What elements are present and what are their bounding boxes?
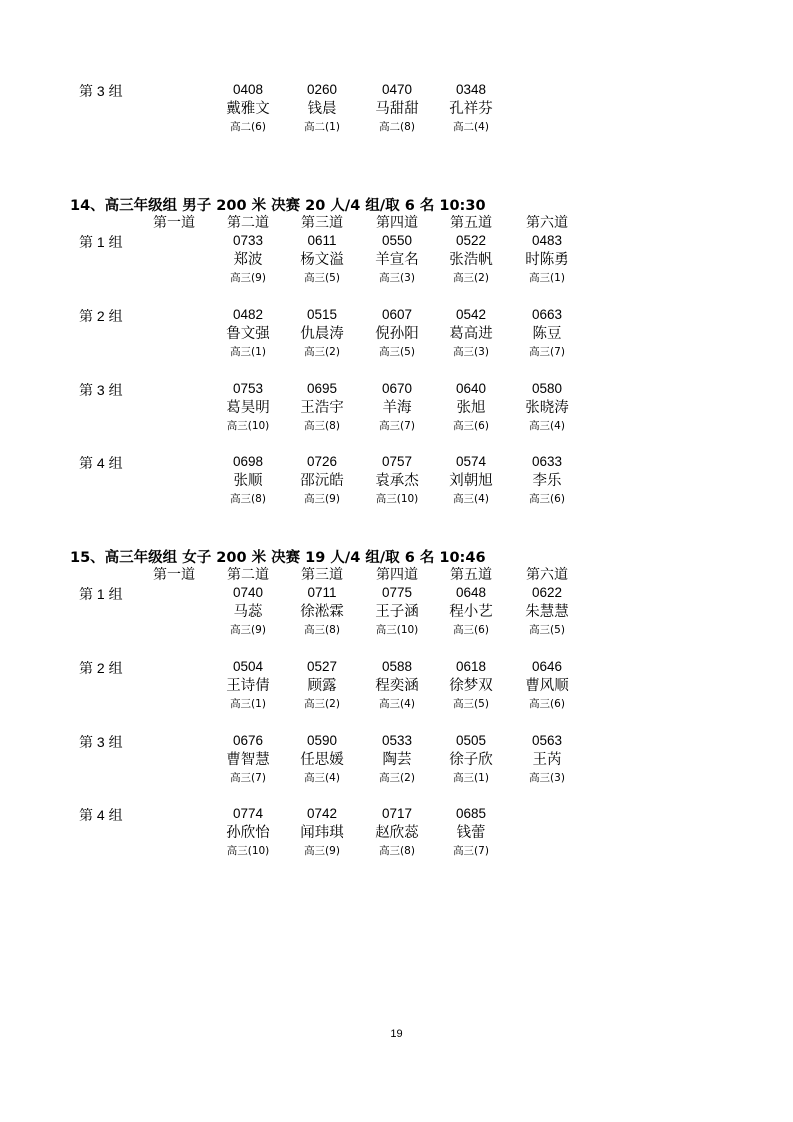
athlete-class: 高二(8) — [379, 121, 415, 133]
athlete-number: 0260 — [306, 82, 338, 97]
athlete-number: 0483 — [531, 233, 563, 248]
athlete-number: 0717 — [381, 806, 413, 821]
lane-header: 第二道 — [227, 567, 269, 583]
athlete-number: 0574 — [455, 454, 487, 469]
athlete-name: 邵沅皓 — [300, 473, 344, 489]
athlete-number: 0648 — [455, 585, 487, 600]
athlete-class: 高三(7) — [453, 845, 489, 857]
athlete-class: 高三(5) — [304, 272, 340, 284]
athlete-entry — [285, 584, 359, 638]
athlete-entry — [360, 658, 434, 712]
athlete-name: 朱慧慧 — [525, 604, 569, 620]
athlete-number: 0698 — [232, 454, 264, 469]
heat-label: 第 3 组 — [79, 83, 123, 99]
athlete-class: 高三(4) — [453, 493, 489, 505]
heat-group — [0, 81, 793, 141]
athlete-entry — [211, 732, 285, 786]
athlete-class: 高三(9) — [304, 493, 340, 505]
athlete-name: 鲁文强 — [226, 326, 270, 342]
athlete-name: 王子涵 — [375, 604, 419, 620]
athlete-entry — [434, 306, 508, 360]
lane-header: 第六道 — [526, 567, 568, 583]
athlete-class: 高三(1) — [529, 272, 565, 284]
athlete-number: 0522 — [455, 233, 487, 248]
athlete-name: 赵欣蕊 — [375, 825, 419, 841]
athlete-class: 高三(8) — [304, 624, 340, 636]
athlete-name: 李乐 — [532, 473, 562, 489]
athlete-name: 钱蕾 — [456, 825, 486, 841]
lane-header: 第四道 — [376, 567, 418, 583]
athlete-entry — [434, 380, 508, 434]
athlete-class: 高三(4) — [304, 772, 340, 784]
lane-header: 第一道 — [153, 215, 195, 231]
athlete-entry — [285, 658, 359, 712]
athlete-entry — [211, 232, 285, 286]
athlete-class: 高三(8) — [304, 420, 340, 432]
athlete-entry — [285, 81, 359, 135]
athlete-entry — [510, 306, 584, 360]
athlete-class: 高三(6) — [529, 698, 565, 710]
athlete-entry — [434, 232, 508, 286]
athlete-entry — [285, 805, 359, 859]
athlete-number: 0775 — [381, 585, 413, 600]
athlete-number: 0590 — [306, 733, 338, 748]
athlete-class: 高三(3) — [453, 346, 489, 358]
athlete-number: 0542 — [455, 307, 487, 322]
athlete-class: 高三(7) — [230, 772, 266, 784]
athlete-name: 张顺 — [233, 473, 263, 489]
athlete-entry — [211, 81, 285, 135]
athlete-class: 高三(2) — [453, 272, 489, 284]
athlete-number: 0640 — [455, 381, 487, 396]
athlete-name: 王浩宇 — [300, 400, 344, 416]
athlete-name: 王芮 — [532, 752, 562, 768]
athlete-name: 仇晨涛 — [300, 326, 344, 342]
athlete-class: 高三(9) — [304, 845, 340, 857]
athlete-name: 郑波 — [233, 252, 263, 268]
athlete-class: 高三(9) — [230, 624, 266, 636]
athlete-entry — [285, 232, 359, 286]
heat-group — [0, 306, 793, 366]
athlete-name: 曹智慧 — [226, 752, 270, 768]
athlete-number: 0348 — [455, 82, 487, 97]
event-title: 14、高三年级组 男子 200 米 决赛 20 人/4 组/取 6 名 10:30 — [70, 198, 486, 214]
athlete-class: 高三(5) — [529, 624, 565, 636]
athlete-number: 0622 — [531, 585, 563, 600]
athlete-class: 高三(4) — [379, 698, 415, 710]
athlete-class: 高三(2) — [304, 346, 340, 358]
athlete-number: 0633 — [531, 454, 563, 469]
heat-label: 第 1 组 — [79, 586, 123, 602]
athlete-entry — [360, 306, 434, 360]
athlete-entry — [510, 232, 584, 286]
athlete-class: 高三(8) — [379, 845, 415, 857]
athlete-name: 葛昊明 — [226, 400, 270, 416]
athlete-entry — [360, 584, 434, 638]
athlete-name: 葛高进 — [449, 326, 493, 342]
athlete-name: 马甜甜 — [375, 101, 419, 117]
event-title: 15、高三年级组 女子 200 米 决赛 19 人/4 组/取 6 名 10:46 — [70, 550, 486, 566]
lane-header: 第三道 — [301, 215, 343, 231]
athlete-entry — [510, 732, 584, 786]
athlete-entry — [211, 453, 285, 507]
athlete-number: 0742 — [306, 806, 338, 821]
athlete-number: 0753 — [232, 381, 264, 396]
lane-header: 第五道 — [450, 567, 492, 583]
athlete-name: 马蕊 — [233, 604, 263, 620]
athlete-name: 张旭 — [456, 400, 486, 416]
heat-label: 第 2 组 — [79, 308, 123, 324]
athlete-number: 0482 — [232, 307, 264, 322]
athlete-class: 高三(6) — [529, 493, 565, 505]
athlete-number: 0588 — [381, 659, 413, 674]
athlete-number: 0550 — [381, 233, 413, 248]
athlete-class: 高三(2) — [379, 772, 415, 784]
athlete-entry — [360, 732, 434, 786]
athlete-class: 高三(10) — [226, 845, 270, 857]
athlete-entry — [510, 584, 584, 638]
athlete-class: 高三(7) — [529, 346, 565, 358]
athlete-class: 高三(9) — [230, 272, 266, 284]
athlete-class: 高三(7) — [379, 420, 415, 432]
athlete-name: 曹风顺 — [525, 678, 569, 694]
athlete-entry — [285, 380, 359, 434]
heat-group — [0, 380, 793, 440]
athlete-number: 0504 — [232, 659, 264, 674]
athlete-number: 0563 — [531, 733, 563, 748]
athlete-class: 高三(10) — [375, 493, 419, 505]
athlete-class: 高三(8) — [230, 493, 266, 505]
athlete-class: 高三(10) — [375, 624, 419, 636]
athlete-name: 戴雅文 — [226, 101, 270, 117]
athlete-number: 0515 — [306, 307, 338, 322]
athlete-name: 张晓涛 — [525, 400, 569, 416]
athlete-number: 0505 — [455, 733, 487, 748]
athlete-name: 孔祥芬 — [449, 101, 493, 117]
athlete-class: 高二(6) — [230, 121, 266, 133]
athlete-class: 高二(4) — [453, 121, 489, 133]
athlete-class: 高二(1) — [304, 121, 340, 133]
heat-label: 第 3 组 — [79, 734, 123, 750]
athlete-name: 孙欣怡 — [226, 825, 270, 841]
athlete-number: 0711 — [307, 585, 337, 600]
athlete-class: 高三(1) — [230, 346, 266, 358]
athlete-entry — [360, 81, 434, 135]
athlete-name: 倪孙阳 — [375, 326, 419, 342]
athlete-entry — [285, 306, 359, 360]
athlete-name: 程小艺 — [449, 604, 493, 620]
athlete-entry — [434, 453, 508, 507]
athlete-entry — [285, 732, 359, 786]
heat-label: 第 2 组 — [79, 660, 123, 676]
athlete-entry — [510, 453, 584, 507]
athlete-class: 高三(4) — [529, 420, 565, 432]
athlete-number: 0676 — [232, 733, 264, 748]
athlete-number: 0774 — [232, 806, 264, 821]
heat-label: 第 4 组 — [79, 455, 123, 471]
lane-header: 第四道 — [376, 215, 418, 231]
lane-header-row — [0, 564, 793, 582]
athlete-number: 0408 — [232, 82, 264, 97]
athlete-class: 高三(10) — [226, 420, 270, 432]
athlete-class: 高三(5) — [453, 698, 489, 710]
athlete-name: 王诗倩 — [226, 678, 270, 694]
athlete-name: 钱晨 — [307, 101, 337, 117]
heat-group — [0, 732, 793, 792]
athlete-name: 袁承杰 — [375, 473, 419, 489]
heat-label: 第 3 组 — [79, 382, 123, 398]
athlete-number: 0685 — [455, 806, 487, 821]
page-number: 19 — [390, 1028, 403, 1040]
athlete-number: 0733 — [232, 233, 264, 248]
athlete-class: 高三(3) — [379, 272, 415, 284]
heat-group — [0, 453, 793, 513]
athlete-entry — [510, 658, 584, 712]
lane-header: 第二道 — [227, 215, 269, 231]
heat-label: 第 4 组 — [79, 807, 123, 823]
heat-group — [0, 232, 793, 292]
athlete-name: 羊海 — [382, 400, 412, 416]
athlete-class: 高三(5) — [379, 346, 415, 358]
athlete-name: 顾露 — [307, 678, 337, 694]
athlete-number: 0527 — [306, 659, 338, 674]
athlete-name: 程奕涵 — [375, 678, 419, 694]
athlete-entry — [211, 805, 285, 859]
lane-header: 第五道 — [450, 215, 492, 231]
athlete-number: 0646 — [531, 659, 563, 674]
athlete-entry — [211, 306, 285, 360]
heat-label: 第 1 组 — [79, 234, 123, 250]
athlete-entry — [211, 584, 285, 638]
athlete-name: 徐梦双 — [449, 678, 493, 694]
athlete-name: 张浩帆 — [449, 252, 493, 268]
athlete-number: 0726 — [306, 454, 338, 469]
athlete-number: 0757 — [381, 454, 413, 469]
athlete-class: 高三(6) — [453, 420, 489, 432]
lane-header: 第三道 — [301, 567, 343, 583]
heat-group — [0, 805, 793, 865]
athlete-entry — [360, 453, 434, 507]
athlete-name: 陈豆 — [532, 326, 562, 342]
athlete-number: 0533 — [381, 733, 413, 748]
athlete-entry — [360, 380, 434, 434]
athlete-entry — [434, 658, 508, 712]
lane-header-row — [0, 212, 793, 230]
athlete-number: 0695 — [306, 381, 338, 396]
athlete-number: 0607 — [381, 307, 413, 322]
athlete-entry — [434, 805, 508, 859]
athlete-number: 0611 — [307, 233, 337, 248]
athlete-number: 0740 — [232, 585, 264, 600]
heat-group — [0, 658, 793, 718]
heat-group — [0, 584, 793, 644]
athlete-name: 羊宣名 — [375, 252, 419, 268]
athlete-entry — [360, 805, 434, 859]
athlete-class: 高三(1) — [453, 772, 489, 784]
athlete-number: 0470 — [381, 82, 413, 97]
athlete-number: 0663 — [531, 307, 563, 322]
athlete-class: 高三(3) — [529, 772, 565, 784]
athlete-number: 0618 — [455, 659, 487, 674]
athlete-entry — [211, 380, 285, 434]
athlete-number: 0670 — [381, 381, 413, 396]
athlete-entry — [434, 584, 508, 638]
athlete-name: 时陈勇 — [525, 252, 569, 268]
athlete-name: 陶芸 — [382, 752, 412, 768]
athlete-entry — [211, 658, 285, 712]
athlete-name: 徐淞霖 — [300, 604, 344, 620]
athlete-class: 高三(6) — [453, 624, 489, 636]
athlete-name: 杨文溢 — [300, 252, 344, 268]
athlete-class: 高三(1) — [230, 698, 266, 710]
athlete-entry — [285, 453, 359, 507]
athlete-name: 闻玮琪 — [300, 825, 344, 841]
lane-header: 第一道 — [153, 567, 195, 583]
athlete-name: 任思媛 — [300, 752, 344, 768]
athlete-number: 0580 — [531, 381, 563, 396]
athlete-entry — [360, 232, 434, 286]
athlete-entry — [434, 81, 508, 135]
athlete-entry — [510, 380, 584, 434]
athlete-name: 徐子欣 — [449, 752, 493, 768]
athlete-class: 高三(2) — [304, 698, 340, 710]
lane-header: 第六道 — [526, 215, 568, 231]
athlete-entry — [434, 732, 508, 786]
athlete-name: 刘朝旭 — [449, 473, 493, 489]
